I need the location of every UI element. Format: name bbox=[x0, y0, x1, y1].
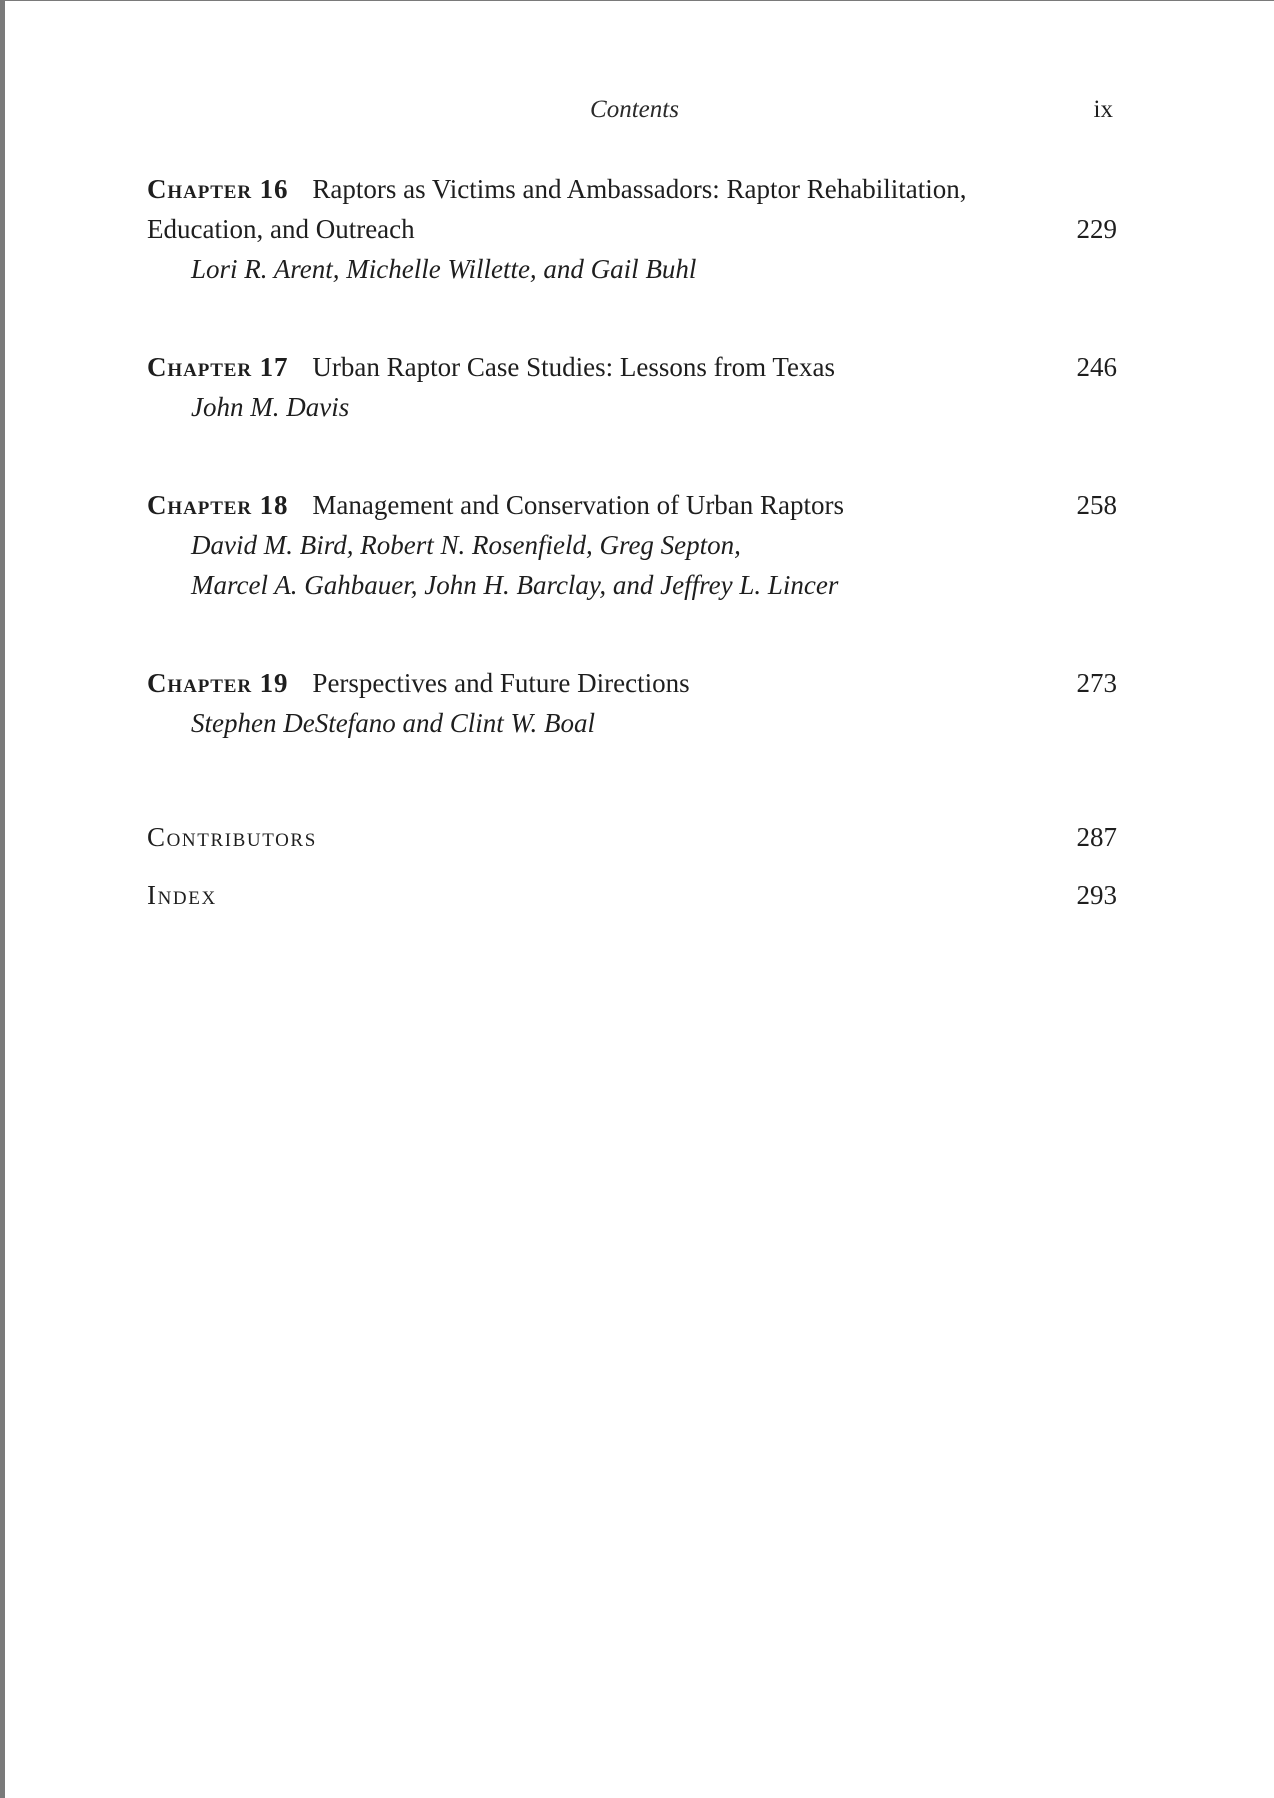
backmatter-line bbox=[147, 875, 1117, 915]
chapter-title: Urban Raptor Case Studies: Lessons from Texas bbox=[312, 352, 835, 382]
chapter-title-line bbox=[147, 663, 1117, 703]
chapter-title-line bbox=[147, 209, 1117, 249]
chapter-label: Chapter 17 bbox=[147, 352, 289, 382]
table-of-contents bbox=[147, 169, 1117, 915]
toc-entry-contributors[interactable] bbox=[147, 817, 1117, 857]
page-folio: ix bbox=[1093, 96, 1113, 123]
chapter-title-continued: Education, and Outreach bbox=[147, 214, 415, 244]
chapter-authors: David M. Bird, Robert N. Rosenfield, Greg Septon, bbox=[191, 530, 741, 560]
chapter-authors: Stephen DeStefano and Clint W. Boal bbox=[191, 708, 595, 738]
page-number: 258 bbox=[1076, 490, 1117, 520]
running-head bbox=[5, 94, 1274, 126]
chapter-title: Management and Conservation of Urban Raptors bbox=[312, 490, 845, 520]
chapter-title-line bbox=[147, 169, 1117, 209]
running-title: Contents bbox=[590, 96, 679, 123]
document-page bbox=[5, 1, 1274, 1798]
page-number: 293 bbox=[1076, 880, 1117, 910]
toc-entry-chapter-17[interactable] bbox=[147, 347, 1117, 427]
chapter-title-line bbox=[147, 485, 1117, 525]
backmatter-line bbox=[147, 817, 1117, 857]
page-number: 273 bbox=[1076, 668, 1117, 698]
toc-entry-index[interactable] bbox=[147, 875, 1117, 915]
chapter-label: Chapter 19 bbox=[147, 668, 289, 698]
page-number: 246 bbox=[1076, 352, 1117, 382]
chapter-authors: Marcel A. Gahbauer, John H. Barclay, and Jeffrey L. Lincer bbox=[191, 570, 839, 600]
chapter-authors: Lori R. Arent, Michelle Willette, and Gail Buhl bbox=[191, 254, 697, 284]
backmatter-label: Index bbox=[147, 880, 217, 910]
page-number: 229 bbox=[1076, 214, 1117, 244]
chapter-title: Raptors as Victims and Ambassadors: Raptor Rehabilitation, bbox=[312, 174, 967, 204]
backmatter-label: Contributors bbox=[147, 822, 317, 852]
chapter-label: Chapter 18 bbox=[147, 490, 289, 520]
page-number: 287 bbox=[1076, 822, 1117, 852]
chapter-title-line bbox=[147, 347, 1117, 387]
chapter-title: Perspectives and Future Directions bbox=[312, 668, 690, 698]
toc-entry-chapter-19[interactable] bbox=[147, 663, 1117, 743]
chapter-label: Chapter 16 bbox=[147, 174, 289, 204]
toc-entry-chapter-16[interactable] bbox=[147, 169, 1117, 289]
chapter-authors: John M. Davis bbox=[191, 392, 350, 422]
toc-entry-chapter-18[interactable] bbox=[147, 485, 1117, 605]
